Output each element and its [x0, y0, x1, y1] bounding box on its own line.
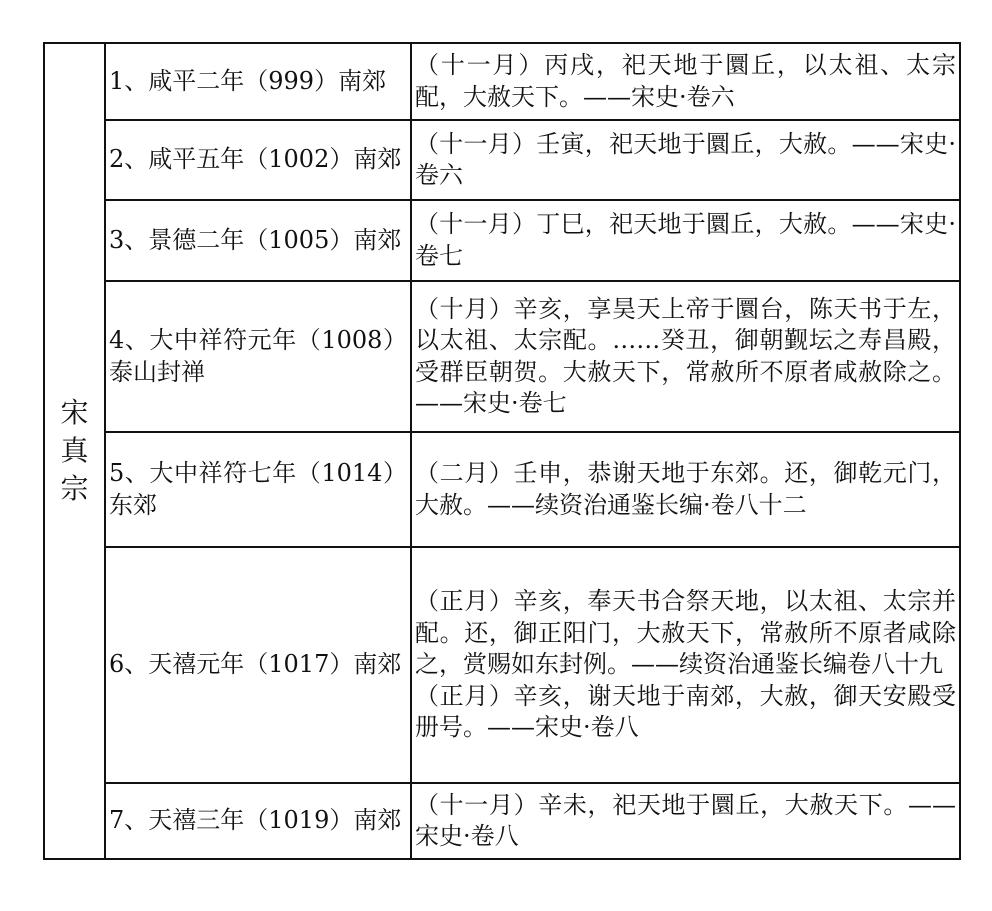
record-cell — [411, 783, 960, 859]
record-cell — [411, 281, 960, 432]
table-row — [44, 200, 960, 281]
event-text: 5、大中祥符七年（1014）东郊 — [109, 459, 407, 519]
sacrifice-amnesty-table — [43, 42, 961, 860]
record-cell — [411, 120, 960, 200]
record-text: （十一月）丙戌，祀天地于圜丘，以太祖、太宗配，大赦天下。——宋史·卷六 — [415, 51, 956, 111]
event-cell — [105, 432, 411, 547]
record-text: （十一月）丁巳，祀天地于圜丘，大赦。——宋史·卷七 — [415, 210, 956, 270]
table-row — [44, 547, 960, 783]
record-cell — [411, 43, 960, 120]
table-row — [44, 120, 960, 200]
event-text: 7、天禧三年（1019）南郊 — [109, 806, 402, 835]
event-cell — [105, 783, 411, 859]
event-text: 4、大中祥符元年（1008）泰山封禅 — [109, 326, 407, 386]
event-cell — [105, 281, 411, 432]
event-text: 6、天禧元年（1017）南郊 — [109, 650, 402, 679]
record-text: （正月）辛亥，奉天书合祭天地，以太祖、太宗并配。还，御正阳门，大赦天下，常赦所不原者咸除之，赏赐如东封例。——续资治通鉴长编卷八十九 — [415, 587, 956, 679]
event-cell — [105, 547, 411, 783]
emperor-cell — [44, 43, 105, 859]
record-text: （十月）辛亥，享昊天上帝于圜台，陈天书于左，以太祖、太宗配。……癸丑，御朝觐坛之寿昌殿，受群臣朝贺。大赦天下，常赦所不原者咸赦除之。——宋史·卷七 — [415, 294, 956, 417]
record-cell — [411, 200, 960, 281]
event-text: 2、咸平五年（1002）南郊 — [109, 145, 402, 174]
event-text: 1、咸平二年（999）南郊 — [109, 66, 387, 95]
record-cell — [411, 547, 960, 783]
event-cell — [105, 120, 411, 200]
table-row — [44, 43, 960, 120]
record-text: （十一月）壬寅，祀天地于圜丘，大赦。——宋史·卷六 — [415, 129, 956, 189]
table-row — [44, 783, 960, 859]
record-text: （正月）辛亥，谢天地于南郊，大赦，御天安殿受册号。——宋史·卷八 — [415, 681, 956, 742]
record-text: （十一月）辛未，祀天地于圜丘，大赦天下。——宋史·卷八 — [415, 790, 956, 850]
record-text: （二月）壬申，恭谢天地于东郊。还，御乾元门，大赦。——续资治通鉴长编·卷八十二 — [415, 459, 956, 519]
emperor-name: 宋真宗 — [60, 396, 89, 505]
event-cell — [105, 200, 411, 281]
event-cell — [105, 43, 411, 120]
table-row — [44, 432, 960, 547]
record-cell — [411, 432, 960, 547]
table-row — [44, 281, 960, 432]
event-text: 3、景德二年（1005）南郊 — [109, 225, 402, 254]
